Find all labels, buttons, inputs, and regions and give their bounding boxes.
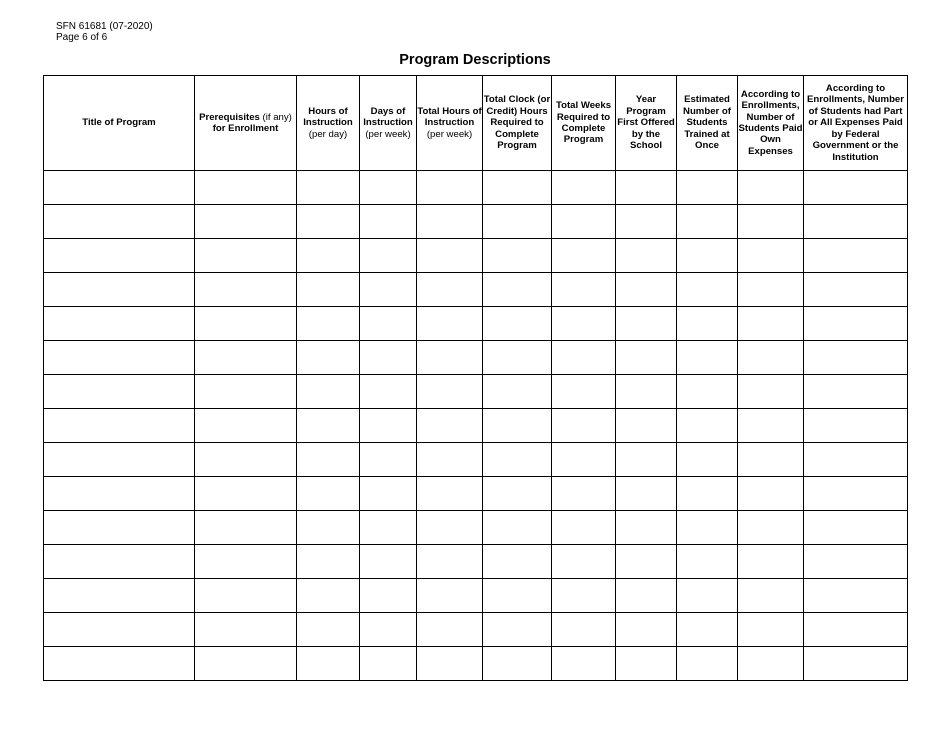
cell-estimated-students[interactable] [677, 613, 738, 647]
cell-title-of-program[interactable] [44, 273, 195, 307]
col-year-first-offered [616, 76, 677, 171]
cell-prerequisites[interactable] [195, 307, 297, 341]
cell-total-weeks[interactable] [552, 239, 616, 273]
col-prerequisites [195, 76, 297, 171]
table-row [44, 545, 908, 579]
cell-total-weeks[interactable] [552, 273, 616, 307]
cell-days-of-instruction[interactable] [360, 341, 417, 375]
cell-students-paid-by-federal[interactable] [804, 409, 908, 443]
cell-prerequisites[interactable] [195, 171, 297, 205]
cell-estimated-students[interactable] [677, 239, 738, 273]
cell-year-first-offered[interactable] [616, 511, 677, 545]
cell-students-paid-own[interactable] [738, 443, 804, 477]
cell-total-hours[interactable] [417, 341, 483, 375]
cell-total-clock-hours[interactable] [483, 205, 552, 239]
cell-students-paid-own[interactable] [738, 205, 804, 239]
cell-days-of-instruction[interactable] [360, 205, 417, 239]
col-label: According to Enrollments, Number of Students had Part or All Expenses Paid by Federal Government or the Institution [806, 83, 905, 163]
cell-students-paid-by-federal[interactable] [804, 239, 908, 273]
cell-estimated-students[interactable] [677, 477, 738, 511]
col-label: Total Clock (or Credit) Hours Required to Complete Program [483, 94, 551, 152]
cell-title-of-program[interactable] [44, 443, 195, 477]
cell-prerequisites[interactable] [195, 511, 297, 545]
table-row [44, 239, 908, 273]
cell-prerequisites[interactable] [195, 545, 297, 579]
cell-total-hours[interactable] [417, 409, 483, 443]
cell-days-of-instruction[interactable] [360, 375, 417, 409]
col-label-note: (per week) [426, 128, 473, 140]
cell-total-hours[interactable] [417, 613, 483, 647]
cell-year-first-offered[interactable] [616, 477, 677, 511]
cell-students-paid-own[interactable] [738, 545, 804, 579]
cell-hours-of-instruction[interactable] [297, 239, 360, 273]
cell-days-of-instruction[interactable] [360, 477, 417, 511]
cell-title-of-program[interactable] [44, 341, 195, 375]
cell-prerequisites[interactable] [195, 375, 297, 409]
cell-total-clock-hours[interactable] [483, 409, 552, 443]
cell-title-of-program[interactable] [44, 545, 195, 579]
cell-hours-of-instruction[interactable] [297, 307, 360, 341]
cell-total-hours[interactable] [417, 477, 483, 511]
cell-total-weeks[interactable] [552, 647, 616, 681]
col-title-of-program [44, 76, 195, 171]
cell-total-hours[interactable] [417, 307, 483, 341]
cell-prerequisites[interactable] [195, 409, 297, 443]
cell-days-of-instruction[interactable] [360, 443, 417, 477]
cell-estimated-students[interactable] [677, 273, 738, 307]
cell-hours-of-instruction[interactable] [297, 409, 360, 443]
col-students-paid-by-federal [804, 76, 908, 171]
col-label: Prerequisites [199, 111, 260, 123]
cell-days-of-instruction[interactable] [360, 647, 417, 681]
table-row [44, 375, 908, 409]
cell-hours-of-instruction[interactable] [297, 341, 360, 375]
col-total-weeks [552, 76, 616, 171]
cell-total-hours[interactable] [417, 205, 483, 239]
col-label: Estimated Number of Students Trained at Once [683, 94, 731, 152]
cell-total-hours[interactable] [417, 239, 483, 273]
cell-students-paid-by-federal[interactable] [804, 273, 908, 307]
cell-students-paid-by-federal[interactable] [804, 307, 908, 341]
cell-total-weeks[interactable] [552, 511, 616, 545]
cell-year-first-offered[interactable] [616, 307, 677, 341]
table-body [44, 171, 908, 681]
col-label-note: (per week) [365, 128, 411, 140]
cell-total-weeks[interactable] [552, 409, 616, 443]
cell-year-first-offered[interactable] [616, 171, 677, 205]
cell-estimated-students[interactable] [677, 375, 738, 409]
table-row [44, 409, 908, 443]
cell-students-paid-by-federal[interactable] [804, 375, 908, 409]
col-total-hours [417, 76, 483, 171]
cell-students-paid-own[interactable] [738, 477, 804, 511]
cell-hours-of-instruction[interactable] [297, 205, 360, 239]
col-label: for Enrollment [212, 123, 279, 134]
cell-total-weeks[interactable] [552, 545, 616, 579]
cell-hours-of-instruction[interactable] [297, 443, 360, 477]
cell-students-paid-by-federal[interactable] [804, 205, 908, 239]
cell-days-of-instruction[interactable] [360, 579, 417, 613]
cell-total-hours[interactable] [417, 171, 483, 205]
cell-students-paid-by-federal[interactable] [804, 613, 908, 647]
cell-total-clock-hours[interactable] [483, 341, 552, 375]
cell-year-first-offered[interactable] [616, 375, 677, 409]
col-label-note: (if any) [259, 111, 292, 123]
cell-year-first-offered[interactable] [616, 341, 677, 375]
cell-total-clock-hours[interactable] [483, 443, 552, 477]
cell-total-hours[interactable] [417, 511, 483, 545]
table-row [44, 171, 908, 205]
col-estimated-students [677, 76, 738, 171]
cell-prerequisites[interactable] [195, 239, 297, 273]
header-row [44, 76, 908, 171]
cell-title-of-program[interactable] [44, 409, 195, 443]
cell-hours-of-instruction[interactable] [297, 477, 360, 511]
cell-total-weeks[interactable] [552, 477, 616, 511]
table-row [44, 273, 908, 307]
cell-students-paid-own[interactable] [738, 409, 804, 443]
cell-days-of-instruction[interactable] [360, 409, 417, 443]
col-label-note: (per day) [308, 128, 348, 140]
cell-students-paid-own[interactable] [738, 171, 804, 205]
cell-students-paid-own[interactable] [738, 307, 804, 341]
cell-total-weeks[interactable] [552, 443, 616, 477]
cell-title-of-program[interactable] [44, 511, 195, 545]
cell-students-paid-by-federal[interactable] [804, 477, 908, 511]
cell-total-weeks[interactable] [552, 579, 616, 613]
cell-prerequisites[interactable] [195, 477, 297, 511]
cell-students-paid-own[interactable] [738, 511, 804, 545]
col-hours-of-instruction [297, 76, 360, 171]
cell-title-of-program[interactable] [44, 307, 195, 341]
cell-students-paid-by-federal[interactable] [804, 511, 908, 545]
cell-hours-of-instruction[interactable] [297, 613, 360, 647]
cell-estimated-students[interactable] [677, 443, 738, 477]
cell-title-of-program[interactable] [44, 579, 195, 613]
cell-days-of-instruction[interactable] [360, 273, 417, 307]
cell-prerequisites[interactable] [195, 341, 297, 375]
cell-total-hours[interactable] [417, 647, 483, 681]
cell-prerequisites[interactable] [195, 613, 297, 647]
cell-title-of-program[interactable] [44, 239, 195, 273]
cell-estimated-students[interactable] [677, 307, 738, 341]
cell-hours-of-instruction[interactable] [297, 545, 360, 579]
cell-year-first-offered[interactable] [616, 647, 677, 681]
cell-total-clock-hours[interactable] [483, 307, 552, 341]
cell-total-weeks[interactable] [552, 307, 616, 341]
cell-total-clock-hours[interactable] [483, 545, 552, 579]
table-row [44, 511, 908, 545]
cell-year-first-offered[interactable] [616, 239, 677, 273]
cell-students-paid-own[interactable] [738, 273, 804, 307]
cell-title-of-program[interactable] [44, 647, 195, 681]
cell-total-clock-hours[interactable] [483, 239, 552, 273]
cell-estimated-students[interactable] [677, 511, 738, 545]
cell-year-first-offered[interactable] [616, 205, 677, 239]
cell-students-paid-by-federal[interactable] [804, 545, 908, 579]
page-number: Page 6 of 6 [56, 32, 108, 43]
table-row [44, 341, 908, 375]
cell-total-weeks[interactable] [552, 171, 616, 205]
cell-prerequisites[interactable] [195, 647, 297, 681]
cell-students-paid-by-federal[interactable] [804, 171, 908, 205]
cell-year-first-offered[interactable] [616, 579, 677, 613]
cell-days-of-instruction[interactable] [360, 171, 417, 205]
cell-students-paid-own[interactable] [738, 375, 804, 409]
program-descriptions-table [43, 75, 908, 681]
table-row [44, 477, 908, 511]
cell-title-of-program[interactable] [44, 171, 195, 205]
cell-students-paid-own[interactable] [738, 579, 804, 613]
table-row [44, 205, 908, 239]
cell-estimated-students[interactable] [677, 341, 738, 375]
cell-total-hours[interactable] [417, 443, 483, 477]
form-identifier [56, 21, 153, 43]
col-label: Hours of Instruction [303, 105, 353, 129]
cell-prerequisites[interactable] [195, 443, 297, 477]
cell-students-paid-own[interactable] [738, 239, 804, 273]
cell-hours-of-instruction[interactable] [297, 171, 360, 205]
table-row [44, 307, 908, 341]
cell-total-weeks[interactable] [552, 375, 616, 409]
cell-prerequisites[interactable] [195, 579, 297, 613]
cell-title-of-program[interactable] [44, 477, 195, 511]
cell-total-clock-hours[interactable] [483, 375, 552, 409]
cell-total-clock-hours[interactable] [483, 171, 552, 205]
table-row [44, 443, 908, 477]
cell-total-hours[interactable] [417, 375, 483, 409]
cell-hours-of-instruction[interactable] [297, 579, 360, 613]
cell-total-weeks[interactable] [552, 205, 616, 239]
cell-estimated-students[interactable] [677, 579, 738, 613]
cell-students-paid-own[interactable] [738, 341, 804, 375]
cell-students-paid-by-federal[interactable] [804, 579, 908, 613]
page-title: Program Descriptions [399, 52, 551, 68]
cell-title-of-program[interactable] [44, 375, 195, 409]
cell-days-of-instruction[interactable] [360, 239, 417, 273]
cell-prerequisites[interactable] [195, 205, 297, 239]
cell-students-paid-own[interactable] [738, 613, 804, 647]
cell-total-clock-hours[interactable] [483, 579, 552, 613]
col-label: According to Enrollments, Number of Students Paid Own Expenses [738, 88, 803, 157]
cell-title-of-program[interactable] [44, 205, 195, 239]
cell-estimated-students[interactable] [677, 545, 738, 579]
cell-hours-of-instruction[interactable] [297, 273, 360, 307]
cell-estimated-students[interactable] [677, 171, 738, 205]
cell-estimated-students[interactable] [677, 409, 738, 443]
col-label: Year Program First Offered by the School [617, 94, 675, 152]
cell-year-first-offered[interactable] [616, 545, 677, 579]
cell-hours-of-instruction[interactable] [297, 375, 360, 409]
cell-total-clock-hours[interactable] [483, 273, 552, 307]
cell-year-first-offered[interactable] [616, 443, 677, 477]
cell-total-weeks[interactable] [552, 613, 616, 647]
cell-estimated-students[interactable] [677, 205, 738, 239]
cell-year-first-offered[interactable] [616, 613, 677, 647]
table-row [44, 613, 908, 647]
cell-hours-of-instruction[interactable] [297, 647, 360, 681]
cell-students-paid-by-federal[interactable] [804, 647, 908, 681]
cell-days-of-instruction[interactable] [360, 307, 417, 341]
cell-total-hours[interactable] [417, 273, 483, 307]
cell-year-first-offered[interactable] [616, 409, 677, 443]
col-label: Title of Program [82, 117, 156, 129]
cell-total-hours[interactable] [417, 545, 483, 579]
cell-hours-of-instruction[interactable] [297, 511, 360, 545]
cell-total-hours[interactable] [417, 579, 483, 613]
cell-students-paid-own[interactable] [738, 647, 804, 681]
cell-total-clock-hours[interactable] [483, 613, 552, 647]
col-label: Total Weeks Required to Complete Program [555, 100, 612, 146]
cell-year-first-offered[interactable] [616, 273, 677, 307]
cell-title-of-program[interactable] [44, 613, 195, 647]
cell-total-clock-hours[interactable] [483, 477, 552, 511]
col-label: Days of Instruction [363, 105, 413, 129]
cell-total-clock-hours[interactable] [483, 511, 552, 545]
cell-total-weeks[interactable] [552, 341, 616, 375]
cell-estimated-students[interactable] [677, 647, 738, 681]
cell-prerequisites[interactable] [195, 273, 297, 307]
cell-students-paid-by-federal[interactable] [804, 443, 908, 477]
table-row [44, 647, 908, 681]
cell-days-of-instruction[interactable] [360, 613, 417, 647]
col-days-of-instruction [360, 76, 417, 171]
col-total-clock-hours [483, 76, 552, 171]
cell-total-clock-hours[interactable] [483, 647, 552, 681]
cell-students-paid-by-federal[interactable] [804, 341, 908, 375]
cell-days-of-instruction[interactable] [360, 511, 417, 545]
table-row [44, 579, 908, 613]
cell-days-of-instruction[interactable] [360, 545, 417, 579]
col-label: Total Hours of Instruction [417, 105, 482, 129]
col-students-paid-own [738, 76, 804, 171]
form-number: SFN 61681 (07-2020) [56, 21, 153, 32]
